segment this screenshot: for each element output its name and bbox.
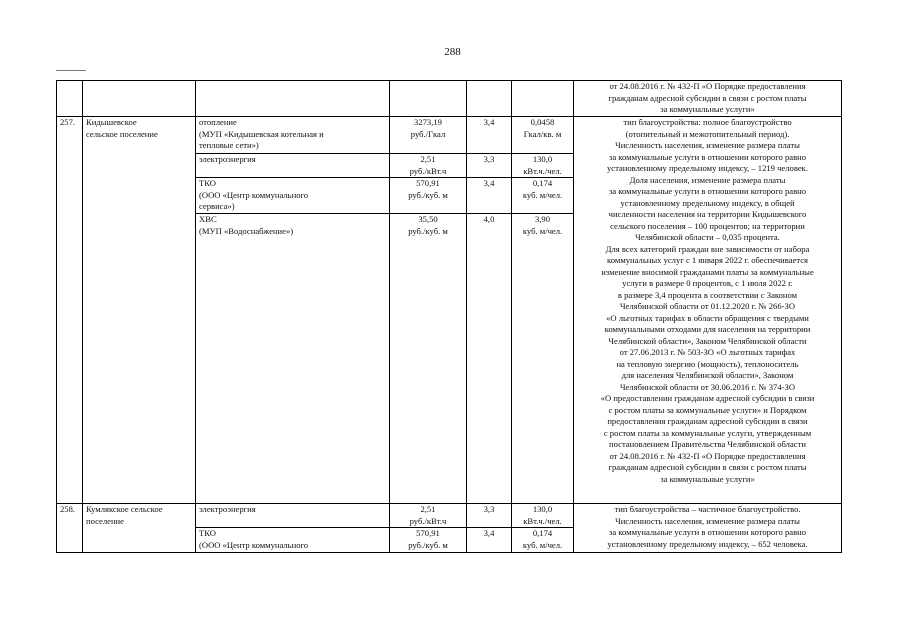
tariff-table	[56, 80, 842, 553]
index-value: 3,3	[467, 154, 512, 178]
table-row	[57, 117, 842, 154]
cell-settlement	[83, 81, 196, 117]
table-row-continuation	[57, 81, 842, 117]
norm-value: 0,174 куб. м/чел.	[512, 178, 574, 214]
tariff-value: 2,51 руб./кВт.ч	[390, 154, 467, 178]
cell-notes: от 24.08.2016 г. № 432-П «О Порядке предоставления гражданам адресной субсидии в связи с ростом платы за коммунальные услуги»	[574, 81, 842, 117]
tariff-value: 2,51 руб./кВт.ч	[390, 504, 467, 528]
table-row	[57, 504, 842, 528]
cell-index	[467, 81, 512, 117]
service-name: отопление (МУП «Кидышевская котельная и тепловые сети»)	[196, 117, 390, 154]
index-value: 3,3	[467, 504, 512, 528]
margin-mark	[56, 70, 86, 71]
notes-text: тип благоустройства – частичное благоустройство. Численность населения, изменение размера платы за коммунальные услуги в отношении которого равно установленному предельному индексу, – 652 человека.	[574, 504, 842, 553]
cell-tariff	[390, 81, 467, 117]
tariff-value: 570,91 руб./куб. м	[390, 528, 467, 553]
service-name: электроэнергия	[196, 504, 390, 528]
tariff-value: 35,50 руб./куб. м	[390, 214, 467, 504]
settlement-name: Кумлякское сельское поселение	[83, 504, 196, 553]
row-number: 258.	[57, 504, 83, 553]
service-name: ХВС (МУП «Водоснабжение»)	[196, 214, 390, 504]
norm-value: 0,0458 Гкал/кв. м	[512, 117, 574, 154]
service-name: ТКО (ООО «Центр коммунального сервиса»)	[196, 178, 390, 214]
norm-value: 130,0 кВт.ч./чел.	[512, 504, 574, 528]
tariff-value: 570,91 руб./куб. м	[390, 178, 467, 214]
row-number: 257.	[57, 117, 83, 504]
norm-value: 0,174 куб. м/чел.	[512, 528, 574, 553]
norm-value: 3,90 куб. м/чел.	[512, 214, 574, 504]
index-value: 3,4	[467, 117, 512, 154]
norm-value: 130,0 кВт.ч./чел.	[512, 154, 574, 178]
tariff-value: 3273,19 руб./Гкал	[390, 117, 467, 154]
service-name: электроэнергия	[196, 154, 390, 178]
settlement-name: Кидышевское сельское поселение	[83, 117, 196, 504]
index-value: 3,4	[467, 528, 512, 553]
service-name: ТКО (ООО «Центр коммунального	[196, 528, 390, 553]
notes-text: тип благоустройства: полное благоустройство (отопительный и межотопительный период). Численность населения, изменение размера платы за коммунальные услуги в отношении которого равно установленному предельному индексу, – 1219 человек. Доля населения, изменение размера платы за коммунальные услуги в отношении которого равно установленному предельному индексу, в общей численности населения на территории Кидышевского сельского поселения – 100 процентов; на территории Челябинской области – 0,035 процента. Для всех категорий граждан вне зависимости от набора коммунальных услуг с 1 января 2022 г. обеспечивается изменение вносимой гражданами платы за коммунальные услуги в размере 0 процентов, с 1 июля 2022 г. в размере 3,4 процента в соответствии с Законом Челябинской области от 01.12.2020 г. № 266-ЗО «О льготных тарифах в области обращения с твердыми коммунальными отходами для населения на территории Челябинской области», Законом Челябинской области от 27.06.2013 г. № 503-ЗО «О льготных тарифах на тепловую энергию (мощность), теплоноситель для населения Челябинской области», Законом Челябинской области от 30.06.2016 г. № 374-ЗО «О предоставлении гражданам адресной субсидии в связи с ростом платы за коммунальные услуги» и Порядком предоставления гражданам адресной субсидии в связи с ростом платы за коммунальные услуги, утвержденным постановлением Правительства Челябинской области от 24.08.2016 г. № 432-П «О Порядке предоставления гражданам адресной субсидии в связи с ростом платы за коммунальные услуги»	[574, 117, 842, 504]
index-value: 3,4	[467, 178, 512, 214]
cell-service	[196, 81, 390, 117]
page-number: 288	[444, 46, 461, 58]
index-value: 4,0	[467, 214, 512, 504]
cell-norm	[512, 81, 574, 117]
cell-num	[57, 81, 83, 117]
